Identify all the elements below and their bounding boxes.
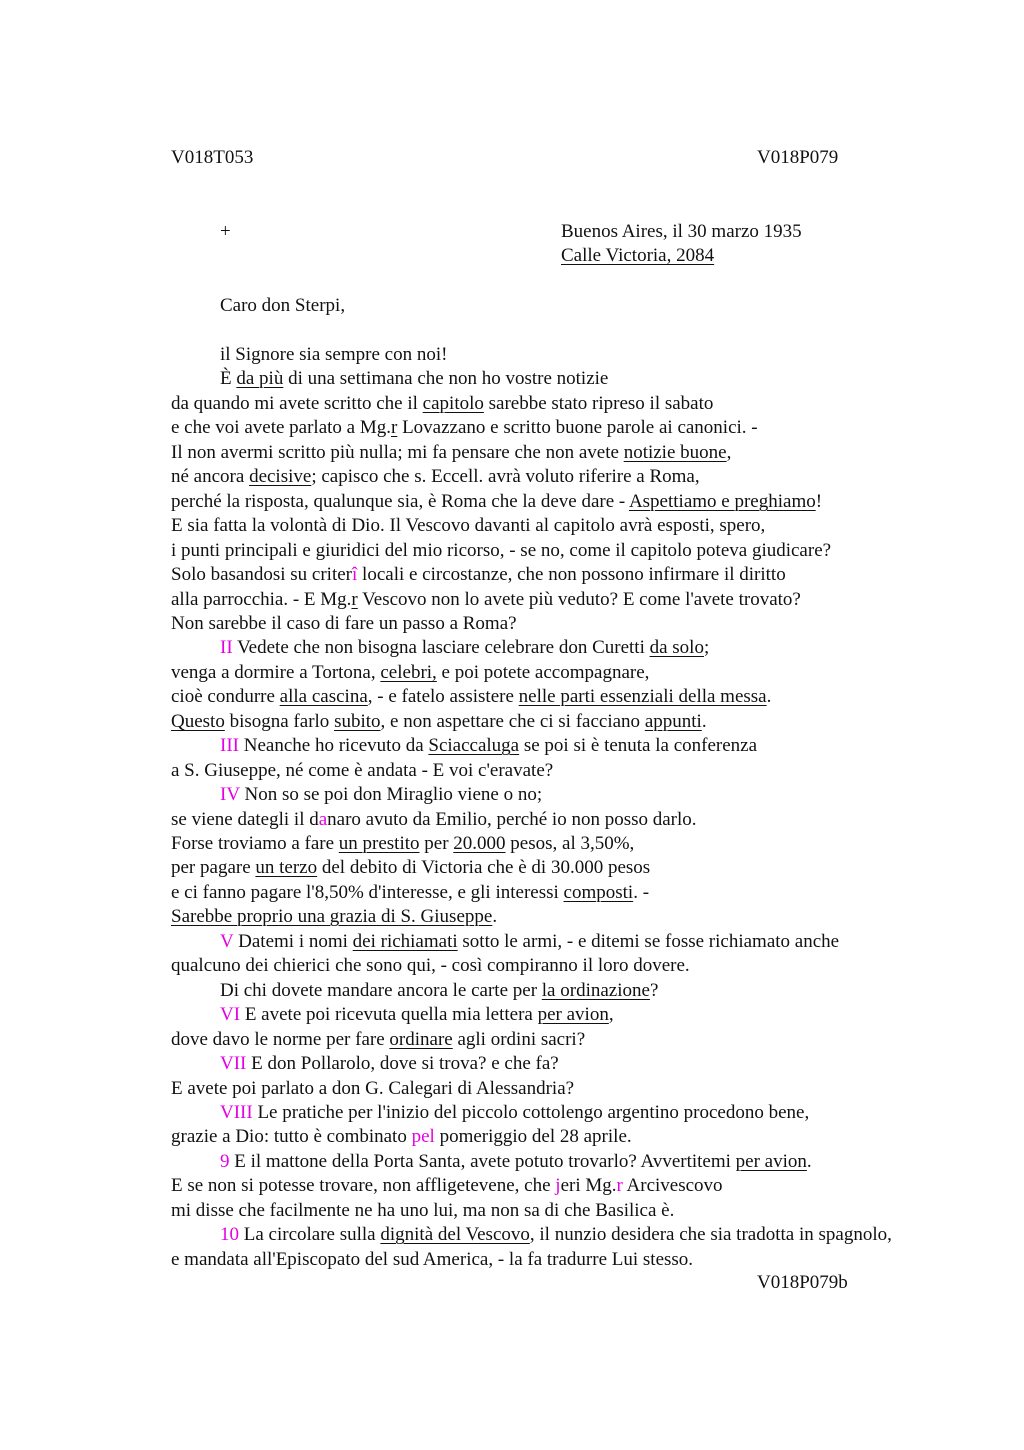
- line-text: Il non avermi scritto più nulla; mi fa pensare che non avete: [171, 442, 624, 463]
- line-text: a S. Giuseppe, né come è andata - E voi c'eravate?: [171, 760, 554, 781]
- line-text: i punti principali e giuridici del mio ricorso, - se no, come il capitolo poteva giudicare?: [171, 540, 832, 561]
- underlined-text: un prestito: [338, 833, 420, 854]
- underlined-text: dei richiamati: [352, 931, 458, 952]
- body-line: [171, 416, 758, 440]
- underlined-text: Aspettiamo e preghiamo: [628, 491, 816, 512]
- underlined-text: per avion: [537, 1004, 609, 1025]
- underlined-text: nelle parti essenziali della messa: [518, 686, 767, 707]
- line-text: ; capisco che s. Eccell. avrà voluto riferire a Roma,: [311, 466, 700, 487]
- body-line: [220, 1003, 614, 1027]
- underlined-text: un terzo: [255, 857, 318, 878]
- line-text: ,: [726, 442, 732, 463]
- body-line: [171, 392, 713, 416]
- body-line: [171, 465, 700, 489]
- line-text: Lovazzano e scritto buone parole ai canonici. -: [397, 417, 758, 438]
- line-text: Neanche ho ricevuto da: [238, 735, 429, 756]
- line-text: .: [492, 906, 498, 927]
- marker-text: a: [318, 809, 328, 830]
- salutation: Caro don Sterpi,: [220, 295, 346, 316]
- line-text: il Signore sia sempre con noi!: [220, 344, 448, 365]
- line-text: bisogna farlo: [224, 711, 335, 732]
- body-line: [171, 514, 765, 538]
- line-text: per: [419, 833, 454, 854]
- line-text: sotto le armi, - e ditemi se fosse richiamato anche: [457, 931, 840, 952]
- body-line: [220, 1150, 812, 1174]
- body-line: [220, 979, 658, 1003]
- body-line: [171, 661, 649, 685]
- line-text: . -: [633, 882, 650, 903]
- line-text: alla parrocchia. - E Mg.: [171, 589, 352, 610]
- underlined-text: ordinare: [389, 1029, 453, 1050]
- marker-text: IV: [220, 784, 240, 805]
- underlined-text: 20.000: [453, 833, 506, 854]
- marker-text: pel: [411, 1126, 435, 1147]
- line-text: naro avuto da Emilio, perché io non posso darlo.: [327, 809, 697, 830]
- underlined-text: dignità del Vescovo: [380, 1224, 530, 1245]
- body-line: [220, 343, 447, 367]
- body-line: [171, 1077, 574, 1101]
- line-text: , e non aspettare che ci si facciano: [380, 711, 645, 732]
- underlined-text: notizie buone: [623, 442, 727, 463]
- underlined-text: per avion: [735, 1151, 807, 1172]
- marker-text: V: [220, 931, 234, 952]
- body-line: [220, 734, 757, 758]
- line-text: Le pratiche per l'inizio del piccolo cottolengo argentino procedono bene,: [252, 1102, 810, 1123]
- underlined-text: da più: [236, 368, 284, 389]
- line-text: di una settimana che non ho vostre notizie: [283, 368, 609, 389]
- line-text: pomeriggio del 28 aprile.: [434, 1126, 632, 1147]
- body-line: [220, 1101, 809, 1125]
- document-code-left: V018T053: [171, 147, 254, 168]
- body-line: [171, 808, 697, 832]
- body-line: [171, 588, 801, 612]
- underlined-text: Sciaccaluga: [428, 735, 520, 756]
- body-line: [220, 636, 709, 660]
- marker-text: r: [616, 1175, 623, 1196]
- body-line: [171, 1028, 585, 1052]
- underlined-text: composti: [563, 882, 634, 903]
- line-text: Solo basandosi su criter: [171, 564, 353, 585]
- marker-text: VII: [220, 1053, 247, 1074]
- underlined-text: r: [390, 417, 398, 438]
- body-line: [171, 856, 650, 880]
- body-line: [171, 905, 497, 929]
- marker-text: VIII: [220, 1102, 253, 1123]
- marker-text: î: [352, 564, 358, 585]
- underlined-text: r: [351, 589, 358, 610]
- page-code-footer: V018P079b: [757, 1272, 848, 1293]
- underlined-text: decisive: [249, 466, 312, 487]
- line-text: da quando mi avete scritto che il: [171, 393, 423, 414]
- underlined-text: subito: [334, 711, 381, 732]
- line-text: Di chi dovete mandare ancora le carte per: [220, 980, 542, 1001]
- body-line: [220, 783, 542, 807]
- line-text: Non sarebbe il caso di fare un passo a Roma?: [171, 613, 517, 634]
- line-text: e poi potete accompagnare,: [436, 662, 650, 683]
- underlined-text: Sarebbe proprio una grazia di S. Giuseppe: [171, 906, 493, 927]
- line-text: e mandata all'Episcopato del sud America, - la fa tradurre Lui stesso.: [171, 1249, 694, 1270]
- line-text: E se non si potesse trovare, non affligetevene, che: [171, 1175, 556, 1196]
- line-text: Arcivescovo: [622, 1175, 723, 1196]
- body-line: [171, 1174, 723, 1198]
- body-line: [171, 710, 707, 734]
- line-text: Forse troviamo a fare: [171, 833, 339, 854]
- line-text: qualcuno dei chierici che sono qui, - così compiranno il loro dovere.: [171, 955, 690, 976]
- line-text: dove davo le norme per fare: [171, 1029, 390, 1050]
- line-text: né ancora: [171, 466, 250, 487]
- line-text: È: [220, 368, 237, 389]
- body-line: [171, 832, 634, 856]
- body-line: [171, 954, 690, 978]
- line-text: La circolare sulla: [239, 1224, 381, 1245]
- line-text: Datemi i nomi: [233, 931, 353, 952]
- line-text: per pagare: [171, 857, 256, 878]
- body-line: [171, 441, 731, 465]
- line-text: venga a dormire a Tortona,: [171, 662, 381, 683]
- street-address: Calle Victoria, 2084: [561, 245, 715, 266]
- line-text: sarebbe stato ripreso il sabato: [483, 393, 714, 414]
- marker-text: 10: [220, 1224, 239, 1245]
- body-line: [171, 881, 649, 905]
- line-text: mi disse che facilmente ne ha uno lui, ma non sa di che Basilica è.: [171, 1200, 675, 1221]
- body-line: [171, 1199, 674, 1223]
- place-date: Buenos Aires, il 30 marzo 1935: [561, 221, 802, 242]
- body-line: [220, 930, 839, 954]
- line-text: !: [815, 491, 823, 512]
- line-text: E sia fatta la volontà di Dio. Il Vescovo davanti al capitolo avrà esposti, spero,: [171, 515, 766, 536]
- line-text: se viene dategli il d: [171, 809, 319, 830]
- marker-text: 9: [220, 1151, 230, 1172]
- body-line: [171, 759, 553, 783]
- line-text: grazie a Dio: tutto è combinato: [171, 1126, 412, 1147]
- body-line: [171, 539, 831, 563]
- line-text: eri Mg.: [560, 1175, 617, 1196]
- line-text: e ci fanno pagare l'8,50% d'interesse, e gli interessi: [171, 882, 564, 903]
- body-line: [220, 367, 608, 391]
- line-text: , il nunzio desidera che sia tradotta in spagnolo,: [529, 1224, 892, 1245]
- line-text: ;: [703, 637, 710, 658]
- marker-text: II: [220, 637, 233, 658]
- line-text: E avete poi ricevuta quella mia lettera: [240, 1004, 538, 1025]
- line-text: Non so se poi don Miraglio viene o no;: [239, 784, 543, 805]
- line-text: ?: [649, 980, 659, 1001]
- line-text: se poi si è tenuta la conferenza: [519, 735, 758, 756]
- line-text: Vescovo non lo avete più veduto? E come l'avete trovato?: [357, 589, 801, 610]
- body-line: [171, 563, 786, 587]
- body-line: [171, 1125, 632, 1149]
- line-text: cioè condurre: [171, 686, 280, 707]
- underlined-text: celebri,: [380, 662, 437, 683]
- body-line: [171, 490, 822, 514]
- line-text: , - e fatelo assistere: [367, 686, 519, 707]
- line-text: E il mattone della Porta Santa, avete potuto trovarlo? Avvertitemi: [229, 1151, 736, 1172]
- underlined-text: appunti: [644, 711, 702, 732]
- line-text: .: [701, 711, 707, 732]
- cross-mark: +: [220, 221, 231, 242]
- line-text: .: [766, 686, 772, 707]
- line-text: pesos, al 3,50%,: [505, 833, 635, 854]
- line-text: .: [806, 1151, 812, 1172]
- marker-text: j: [555, 1175, 561, 1196]
- line-text: locali e circostanze, che non possono infirmare il diritto: [357, 564, 786, 585]
- line-text: E avete poi parlato a don G. Calegari di Alessandria?: [171, 1078, 575, 1099]
- line-text: e che voi avete parlato a Mg.: [171, 417, 391, 438]
- underlined-text: capitolo: [422, 393, 484, 414]
- line-text: Vedete che non bisogna lasciare celebrare don Curetti: [232, 637, 650, 658]
- underlined-text: Questo: [171, 711, 225, 732]
- body-line: [171, 685, 771, 709]
- line-text: E don Pollarolo, dove si trova? e che fa?: [246, 1053, 559, 1074]
- underlined-text: la ordinazione: [541, 980, 650, 1001]
- underlined-text: da solo: [649, 637, 704, 658]
- body-line: [171, 612, 517, 636]
- body-line: [220, 1223, 892, 1247]
- page-code-right: V018P079: [757, 147, 839, 168]
- underlined-text: alla cascina: [279, 686, 368, 707]
- line-text: perché la risposta, qualunque sia, è Roma che la deve dare -: [171, 491, 629, 512]
- marker-text: III: [220, 735, 239, 756]
- body-line: [171, 1248, 693, 1272]
- body-line: [220, 1052, 559, 1076]
- line-text: agli ordini sacri?: [452, 1029, 586, 1050]
- marker-text: VI: [220, 1004, 241, 1025]
- line-text: ,: [608, 1004, 614, 1025]
- line-text: del debito di Victoria che è di 30.000 pesos: [317, 857, 651, 878]
